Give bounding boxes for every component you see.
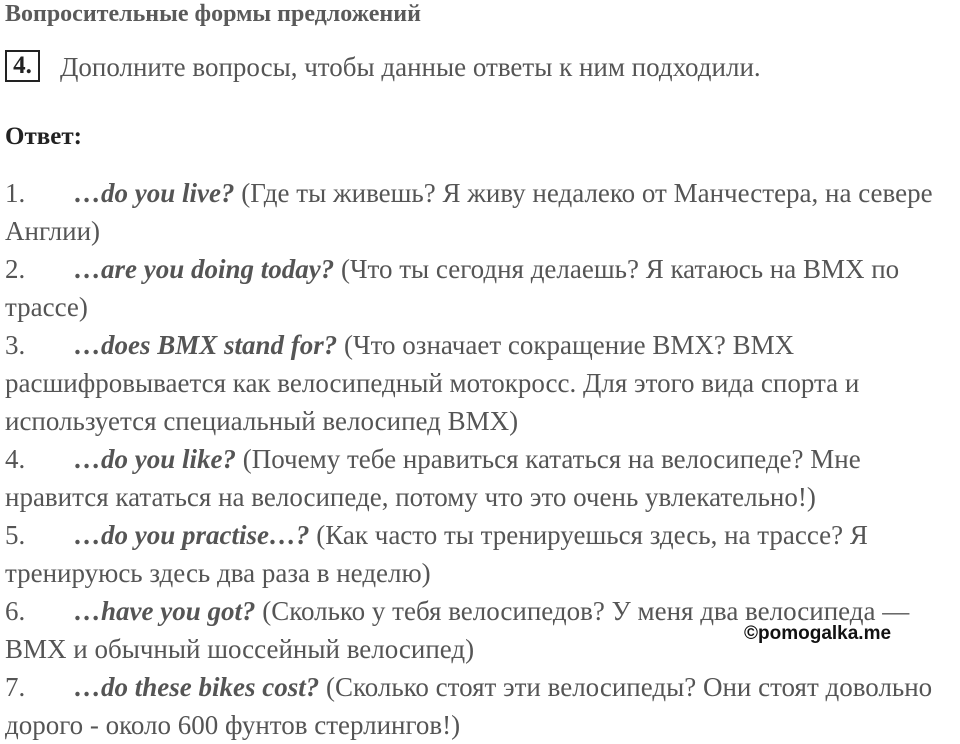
section-heading: Вопросительные формы предложений bbox=[5, 1, 421, 27]
answer-translation: (Как часто ты тренируешься здесь, на трассе? Я тренируюсь здесь два раза в неделю) bbox=[5, 520, 868, 588]
answer-item-4 bbox=[5, 440, 960, 516]
task-instruction: Дополните вопросы, чтобы данные ответы к ним подходили. bbox=[60, 52, 761, 82]
answer-question: …does BMX stand for? bbox=[74, 330, 338, 360]
answer-item-2 bbox=[5, 250, 960, 326]
answer-question: …do you live? bbox=[74, 178, 235, 208]
answer-number: 4. bbox=[5, 444, 26, 474]
answer-question: …have you got? bbox=[74, 596, 256, 626]
answer-number: 3. bbox=[5, 330, 26, 360]
answer-translation: (Что означает сокращение BMX? BMX расшифровывается как велосипедный мотокросс. Для этого вида спорта и используется специальный велосипед BMX) bbox=[5, 330, 860, 436]
answer-number: 2. bbox=[5, 254, 26, 284]
answer-number: 7. bbox=[5, 672, 26, 702]
answer-translation: (Сколько стоят эти велосипеды? Они стоят довольно дорого - около 600 фунтов стерлингов!) bbox=[5, 672, 933, 740]
answer-number: 5. bbox=[5, 520, 26, 550]
answer-title: Ответ: bbox=[5, 123, 82, 150]
answer-item-5 bbox=[5, 516, 960, 592]
answer-question: …do these bikes cost? bbox=[74, 672, 320, 702]
answer-question: …do you practise…? bbox=[74, 520, 310, 550]
answer-translation: (Что ты сегодня делаешь? Я катаюсь на BMX по трассе) bbox=[5, 254, 900, 322]
answer-item-7 bbox=[5, 668, 960, 744]
answer-number: 6. bbox=[5, 596, 26, 626]
answer-item-1 bbox=[5, 174, 960, 250]
answer-list bbox=[5, 174, 960, 744]
answer-question: …are you doing today? bbox=[74, 254, 335, 284]
answer-number: 1. bbox=[5, 178, 26, 208]
answer-translation: (Где ты живешь? Я живу недалеко от Манчестера, на севере Англии) bbox=[5, 178, 933, 246]
answer-translation: (Сколько у тебя велосипедов? У меня два велосипеда —BMX и обычный шоссейный велосипед) bbox=[5, 596, 910, 664]
answer-item-3 bbox=[5, 326, 960, 440]
watermark: ©pomogalka.me bbox=[744, 623, 892, 644]
answer-translation: (Почему тебе нравиться кататься на велосипеде? Мне нравится кататься на велосипеде, потому что это очень увлекательно!) bbox=[5, 444, 861, 512]
answer-question: …do you like? bbox=[74, 444, 236, 474]
task-number-box: 4. bbox=[5, 50, 40, 82]
